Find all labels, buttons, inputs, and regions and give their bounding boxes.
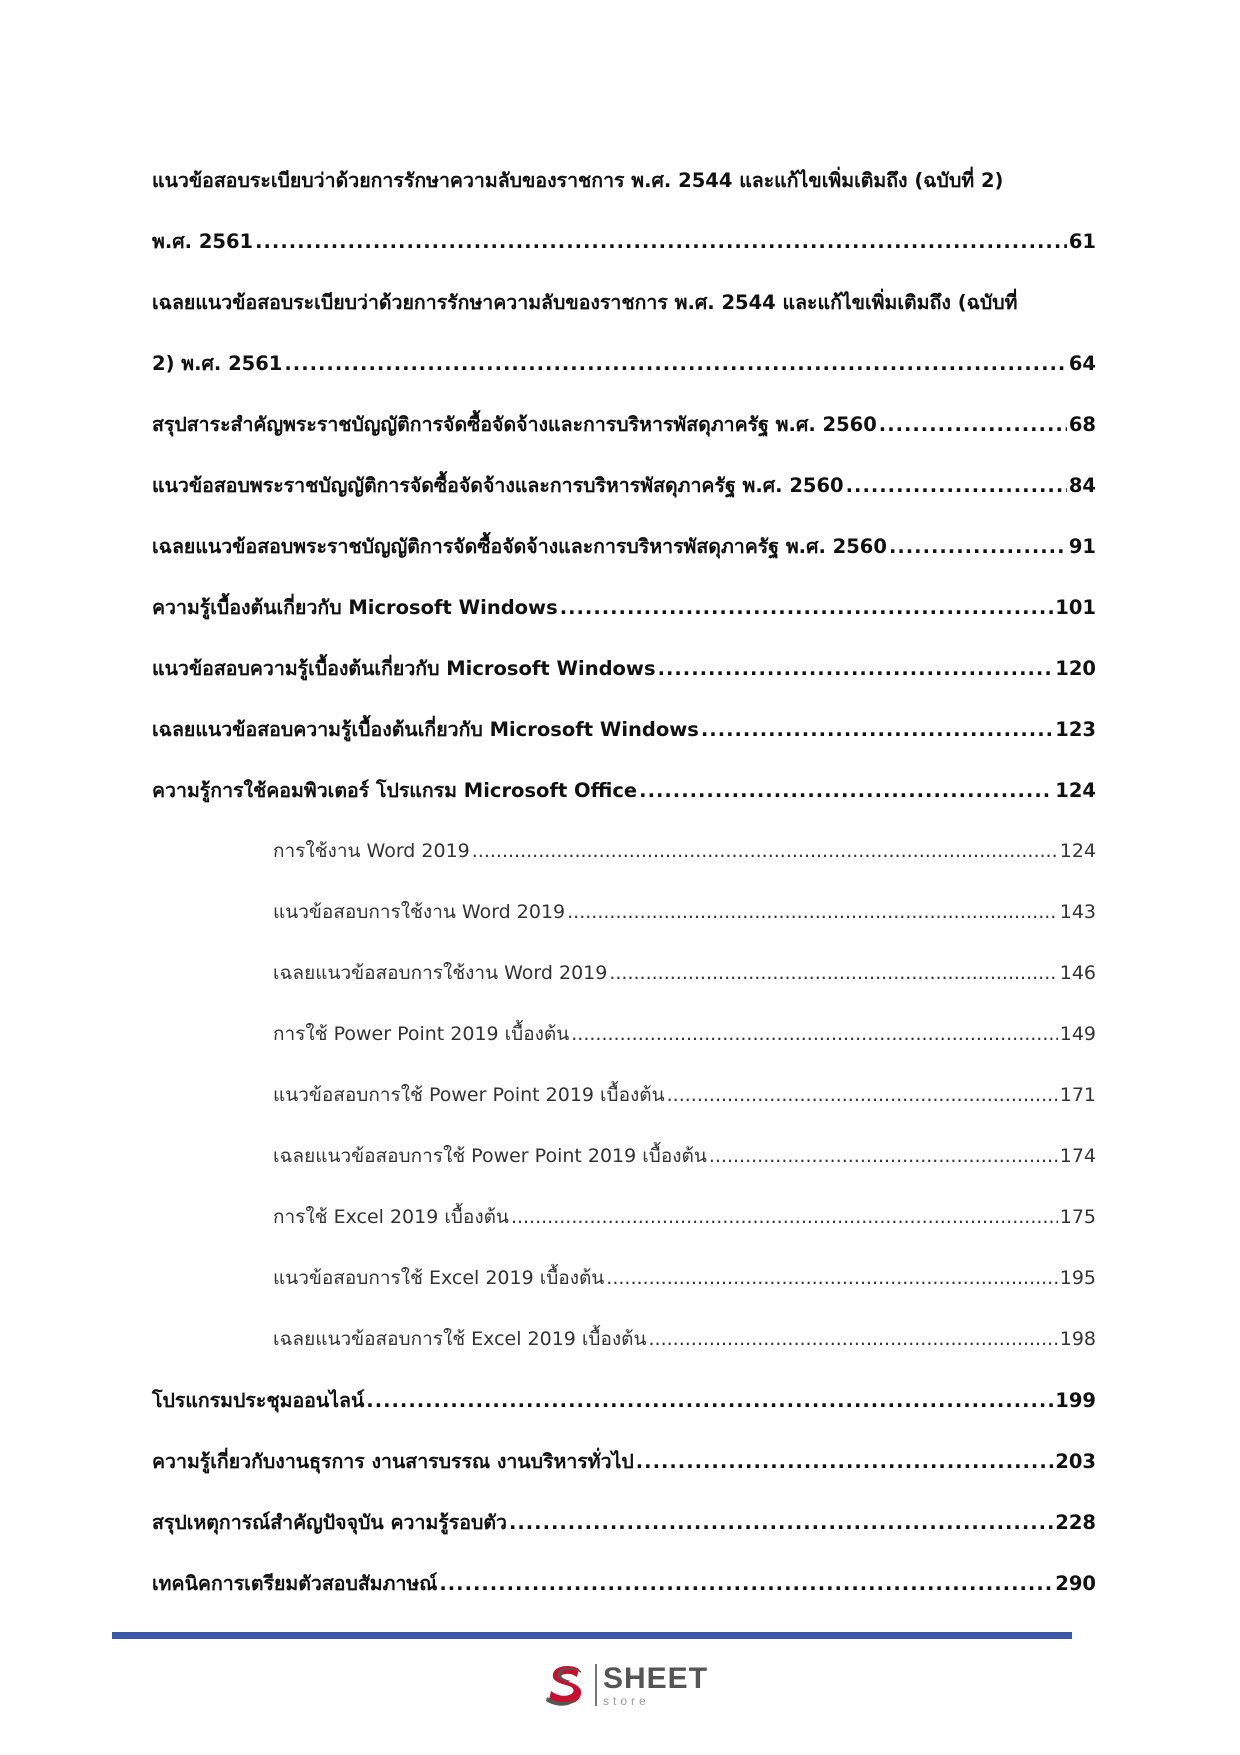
toc-page-number: 64 xyxy=(1068,352,1096,375)
toc-entry-label-line1: แนวข้อสอบระเบียบว่าด้วยการรักษาความลับของราชการ พ.ศ. 2544 และแก้ไขเพิ่มเติมถึง (ฉบับที่ 2) xyxy=(152,169,1004,192)
toc-page-number: 199 xyxy=(1055,1389,1096,1412)
toc-page-number: 124 xyxy=(1059,840,1096,862)
toc-entry-label: ความรู้การใช้คอมพิวเตอร์ โปรแกรม Microsoft Office xyxy=(152,779,638,802)
dot-leader xyxy=(439,1553,1053,1614)
toc-page-number: 120 xyxy=(1055,657,1096,680)
toc-entry-label: 2) พ.ศ. 2561 xyxy=(152,352,283,375)
toc-entry[interactable] xyxy=(152,150,1096,272)
toc-sub-entry[interactable] xyxy=(152,882,1096,943)
dot-leader xyxy=(567,882,1058,943)
dot-leader xyxy=(649,1309,1058,1370)
toc-page-number: 175 xyxy=(1059,1206,1096,1228)
toc-page-number: 68 xyxy=(1068,413,1096,436)
footer-divider-bar xyxy=(112,1632,1072,1639)
dot-leader xyxy=(509,1492,1053,1553)
toc-entry-label: ความรู้เบื้องต้นเกี่ยวกับ Microsoft Windows xyxy=(152,596,558,619)
toc-page-number: 228 xyxy=(1055,1511,1096,1534)
toc-sub-entry[interactable] xyxy=(152,1187,1096,1248)
dot-leader xyxy=(879,394,1067,455)
toc-page-number: 171 xyxy=(1059,1084,1096,1106)
toc-entry-label: การใช้ Excel 2019 เบื้องต้น xyxy=(273,1206,509,1228)
dot-leader xyxy=(609,943,1057,1004)
toc-entry-label: เฉลยแนวข้อสอบการใช้ Power Point 2019 เบื้องต้น xyxy=(273,1145,707,1167)
toc-entry-label: เฉลยแนวข้อสอบการใช้ Excel 2019 เบื้องต้น xyxy=(273,1328,647,1350)
dot-leader xyxy=(709,1126,1058,1187)
toc-page-number: 195 xyxy=(1059,1267,1096,1289)
toc-sub-entry[interactable] xyxy=(152,1065,1096,1126)
table-of-contents xyxy=(152,150,1096,1614)
dot-leader xyxy=(639,760,1053,821)
toc-entry-label: แนวข้อสอบความรู้เบื้องต้นเกี่ยวกับ Microsoft Windows xyxy=(152,657,656,680)
s-logo-icon xyxy=(541,1660,591,1710)
toc-entry[interactable] xyxy=(152,455,1096,516)
toc-entry-label: แนวข้อสอบการใช้ Power Point 2019 เบื้องต้น xyxy=(273,1084,665,1106)
toc-entry-label: สรุปสาระสำคัญพระราชบัญญัติการจัดซื้อจัดจ้างและการบริหารพัสดุภาครัฐ พ.ศ. 2560 xyxy=(152,413,877,436)
logo-word: SHEET xyxy=(603,1661,709,1695)
dot-leader xyxy=(889,516,1067,577)
dot-leader xyxy=(255,211,1067,272)
sheet-store-logo xyxy=(541,1660,708,1710)
dot-leader xyxy=(571,1004,1057,1065)
toc-entry[interactable] xyxy=(152,1492,1096,1553)
dot-leader xyxy=(667,1065,1058,1126)
logo-sub: store xyxy=(603,1693,650,1708)
toc-entry-label: พ.ศ. 2561 xyxy=(152,230,254,253)
toc-sub-entry[interactable] xyxy=(152,1126,1096,1187)
toc-entry-label-line1: เฉลยแนวข้อสอบระเบียบว่าด้วยการรักษาความลับของราชการ พ.ศ. 2544 และแก้ไขเพิ่มเติมถึง (ฉบับที่ xyxy=(152,291,1018,314)
toc-entry-label: แนวข้อสอบการใช้งาน Word 2019 xyxy=(273,901,566,923)
toc-entry[interactable] xyxy=(152,272,1096,394)
toc-entry-label: แนวข้อสอบพระราชบัญญัติการจัดซื้อจัดจ้างและการบริหารพัสดุภาครัฐ พ.ศ. 2560 xyxy=(152,474,844,497)
dot-leader xyxy=(366,1370,1053,1431)
toc-sub-entry[interactable] xyxy=(152,1004,1096,1065)
toc-page-number: 290 xyxy=(1055,1572,1096,1595)
dot-leader xyxy=(511,1187,1058,1248)
toc-entry[interactable] xyxy=(152,638,1096,699)
toc-page-number: 149 xyxy=(1059,1023,1096,1045)
toc-page-number: 198 xyxy=(1059,1328,1096,1350)
toc-sub-entry[interactable] xyxy=(152,1309,1096,1370)
toc-entry[interactable] xyxy=(152,394,1096,455)
dot-leader xyxy=(606,1248,1057,1309)
toc-entry-label: สรุปเหตุการณ์สำคัญปัจจุบัน ความรู้รอบตัว xyxy=(152,1511,507,1534)
dot-leader xyxy=(658,638,1054,699)
toc-entry-label: เฉลยแนวข้อสอบพระราชบัญญัติการจัดซื้อจัดจ้างและการบริหารพัสดุภาครัฐ พ.ศ. 2560 xyxy=(152,535,887,558)
toc-sub-entry[interactable] xyxy=(152,1248,1096,1309)
dot-leader xyxy=(284,333,1066,394)
toc-entry-label: เฉลยแนวข้อสอบการใช้งาน Word 2019 xyxy=(273,962,608,984)
toc-entry[interactable] xyxy=(152,1431,1096,1492)
toc-entry[interactable] xyxy=(152,516,1096,577)
toc-entry-label: โปรแกรมประชุมออนไลน์ xyxy=(152,1389,365,1412)
dot-leader xyxy=(701,699,1053,760)
toc-page-number: 84 xyxy=(1068,474,1096,497)
toc-sub-entry[interactable] xyxy=(152,821,1096,882)
toc-page-number: 101 xyxy=(1055,596,1096,619)
toc-page-number: 61 xyxy=(1068,230,1096,253)
toc-entry-label: การใช้งาน Word 2019 xyxy=(273,840,470,862)
dot-leader xyxy=(636,1431,1054,1492)
toc-entry[interactable] xyxy=(152,1553,1096,1614)
toc-page-number: 124 xyxy=(1055,779,1096,802)
toc-page-number: 123 xyxy=(1055,718,1096,741)
toc-entry-label: ความรู้เกี่ยวกับงานธุรการ งานสารบรรณ งานบริหารทั่วไป xyxy=(152,1450,634,1473)
toc-page-number: 146 xyxy=(1059,962,1096,984)
toc-entry-label: เฉลยแนวข้อสอบความรู้เบื้องต้นเกี่ยวกับ Microsoft Windows xyxy=(152,718,699,741)
toc-entry-label: เทคนิคการเตรียมตัวสอบสัมภาษณ์ xyxy=(152,1572,438,1595)
toc-entry[interactable] xyxy=(152,699,1096,760)
toc-page-number: 143 xyxy=(1059,901,1096,923)
toc-entry-label: แนวข้อสอบการใช้ Excel 2019 เบื้องต้น xyxy=(273,1267,605,1289)
toc-page-number: 203 xyxy=(1055,1450,1096,1473)
toc-entry-label: การใช้ Power Point 2019 เบื้องต้น xyxy=(273,1023,570,1045)
toc-entry[interactable] xyxy=(152,577,1096,638)
dot-leader xyxy=(472,821,1058,882)
toc-page-number: 174 xyxy=(1059,1145,1096,1167)
logo-text xyxy=(603,1661,709,1708)
toc-entry[interactable] xyxy=(152,1370,1096,1431)
dot-leader xyxy=(560,577,1054,638)
toc-page-number: 91 xyxy=(1068,535,1096,558)
logo-separator xyxy=(595,1664,597,1706)
toc-entry[interactable] xyxy=(152,760,1096,821)
dot-leader xyxy=(846,455,1067,516)
toc-sub-entry[interactable] xyxy=(152,943,1096,1004)
